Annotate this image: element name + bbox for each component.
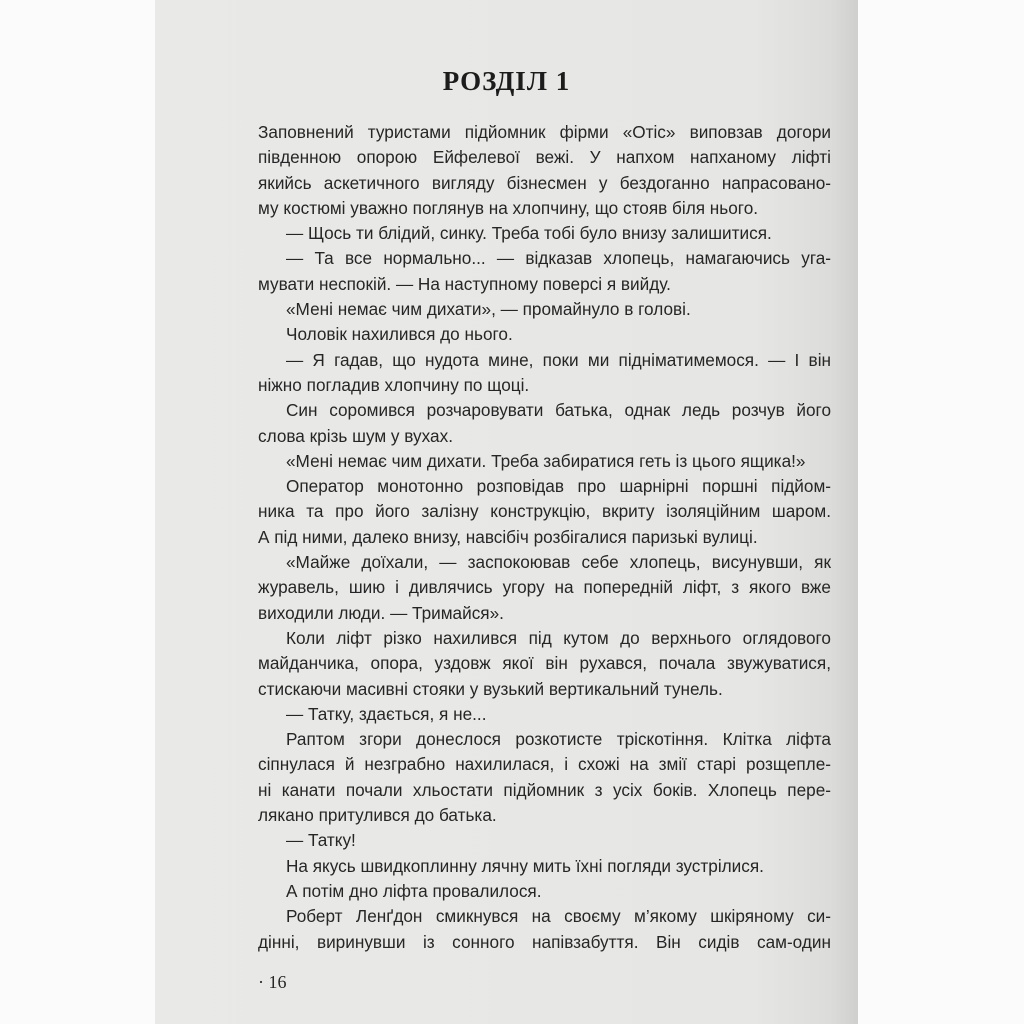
text-line: му костюмі уважно поглянув на хлопчину, що стояв біля нього.	[258, 197, 759, 218]
paragraph	[258, 449, 831, 474]
paragraph	[258, 221, 831, 246]
chapter-title: РОЗДІЛ 1	[442, 66, 571, 96]
chapter-body-text	[258, 120, 831, 955]
text-line: Роберт Ленґдон смикнувся на своєму м’якому шкіряному си-	[286, 906, 831, 927]
text-line: А потім дно ліфта провалилося.	[286, 880, 542, 901]
text-line: ніжно погладив хлопчину по щоці.	[258, 374, 530, 395]
book-page	[155, 0, 858, 1024]
text-line: «Майже доїхали, — заспокоював себе хлопець, висунувши, як	[286, 552, 831, 573]
text-line: Оператор монотонно розповідав про шарнірні поршні підйом-	[286, 476, 831, 497]
text-line: А під ними, далеко внизу, навсібіч розбігалися паризькі вулиці.	[258, 526, 758, 547]
paragraph	[258, 120, 831, 221]
text-line: дінні, виринувши із сонного напівзабуття. Він сидів сам-один	[258, 931, 831, 952]
paragraph	[258, 297, 831, 322]
text-line: сіпнулася й незграбно нахилилася, і схожі на змії старі розщепле-	[258, 754, 831, 775]
paragraph	[258, 322, 831, 347]
paragraph	[258, 904, 831, 955]
page-number: · 16	[258, 972, 287, 992]
text-line: лякано притулився до батька.	[258, 805, 497, 826]
text-line: ника та про його залізну конструкцію, вкриту ізоляційним шаром.	[258, 501, 831, 522]
paragraph	[258, 348, 831, 399]
text-line: стискаючи масивні стояки у вузький вертикальний тунель.	[258, 678, 723, 699]
text-line: якийсь аскетичного вигляду бізнесмен у бездоганно напрасовано-	[258, 172, 831, 193]
text-line: виходили люди. — Тримайся».	[258, 602, 504, 623]
text-line: — Татку!	[286, 830, 356, 851]
paragraph	[258, 879, 831, 904]
text-line: південною опорою Ейфелевої вежі. У напхом напханому ліфті	[258, 147, 831, 168]
paragraph	[258, 828, 831, 853]
paragraph	[258, 702, 831, 727]
text-line: Син соромився розчаровувати батька, однак ледь розчув його	[286, 400, 831, 421]
text-line: майданчика, опора, уздовж якої він рухався, почала звужуватися,	[258, 653, 831, 674]
text-line: слова крізь шум у вухах.	[258, 425, 453, 446]
paragraph	[258, 626, 831, 702]
text-line: — Я гадав, що нудота мине, поки ми підніматимемося. — І він	[286, 349, 831, 370]
text-line: журавель, шию і дивлячись угору на попередній ліфт, з якого вже	[258, 577, 831, 598]
text-line: Заповнений туристами підйомник фірми «Отіс» виповзав догори	[258, 122, 831, 142]
text-line: «Мені немає чим дихати», — промайнуло в голові.	[286, 299, 691, 320]
text-line: Коли ліфт різко нахилився під кутом до верхнього оглядового	[286, 627, 831, 648]
text-line: «Мені немає чим дихати. Треба забиратися геть із цього ящика!»	[286, 450, 806, 471]
text-line: — Та все нормально... — відказав хлопець, намагаючись уга-	[286, 248, 831, 269]
paragraph	[258, 727, 831, 828]
text-line: Раптом згори донеслося розкотисте тріскотіння. Клітка ліфта	[286, 729, 831, 750]
paragraph	[258, 474, 831, 550]
text-line: — Татку, здається, я не...	[286, 703, 487, 724]
paragraph	[258, 550, 831, 626]
text-line: Чоловік нахилився до нього.	[286, 324, 513, 345]
text-line: ні канати почали хльостати підйомник з усіх боків. Хлопець пере-	[258, 779, 831, 800]
text-line: — Щось ти блідий, синку. Треба тобі було внизу залишитися.	[286, 223, 772, 244]
paragraph	[258, 398, 831, 449]
text-line: мувати неспокій. — На наступному поверсі я вийду.	[258, 273, 671, 294]
paragraph	[258, 854, 831, 879]
paragraph	[258, 246, 831, 297]
text-line: На якусь швидкоплинну лячну мить їхні погляди зустрілися.	[286, 855, 764, 876]
